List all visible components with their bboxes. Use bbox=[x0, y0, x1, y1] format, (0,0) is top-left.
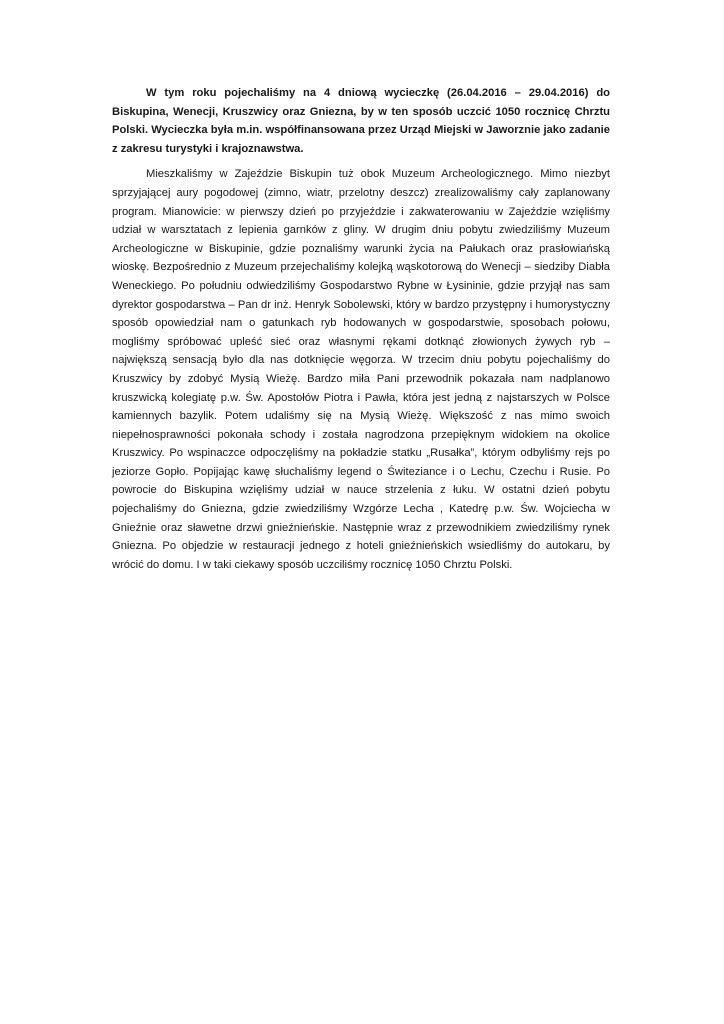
body-paragraph: Mieszkaliśmy w Zajeździe Biskupin tuż obok Muzeum Archeologicznego. Mimo niezbyt sprzyjającej aury pogodowej (zimno, wiatr, przelotny deszcz) zrealizowaliśmy cały zaplanowany program. Mianowicie: w pierwszy dzień po przyjeździe i zakwaterowaniu w Zajeździe wzięliśmy udział w warsztatach z lepienia garnków z gliny. W drugim dniu pobytu zwiedziliśmy Muzeum Archeologiczne w Biskupinie, gdzie poznaliśmy warunki życia na Pałukach oraz prasłowiańską wioskę. Bezpośrednio z Muzeum przejechaliśmy kolejką wąskotorową do Wenecji – siedziby Diabła Weneckiego. Po południu odwiedziliśmy Gospodarstwo Rybne w Łysininie, gdzie przyjął nas sam dyrektor gospodarstwa – Pan dr inż. Henryk Sobolewski, który w bardzo przystępny i humorystyczny sposób opowiedział nam o gatunkach ryb hodowanych w gospodarstwie, sposobach połowu, mogliśmy spróbować upleść sieć oraz własnymi rękami dotknąć złowionych żywych ryb – największą sensacją było dla nas dotknięcie węgorza. W trzecim dniu pobytu pojechaliśmy do Kruszwicy by zdobyć Mysią Wieżę. Bardzo miła Pani przewodnik pokazała nam nadplanowo kruszwicką kolegiatę p.w. Św. Apostołów Piotra i Pawła, która jest jedną z najstarszych w Polsce kamiennych bazylik. Potem udaliśmy się na Mysią Wieżę. Większość z nas mimo swoich niepełnosprawności pokonała schody i została nagrodzona przepięknym widokiem na okolice Kruszwicy. Po wspinaczce odpoczęliśmy na pokładzie statku „Rusałka”, którym odbyliśmy rejs po jeziorze Gopło. Popijając kawę słuchaliśmy legend o Świteziance i o Lechu, Czechu i Rusie. Po powrocie do Biskupina wzięliśmy udział w nauce strzelenia z łuku. W ostatni dzień pobytu pojechaliśmy do Gniezna, gdzie zwiedziliśmy Wzgórze Lecha , Katedrę p.w. Św. Wojciecha w Gnieźnie oraz sławetne drzwi gnieźnieńskie. Następnie wraz z przewodnikiem zwiedziliśmy rynek Gniezna. Po objedzie w restauracji jednego z hoteli gnieźnieńskich wsiedliśmy do autokaru, by wrócić do domu. I w taki ciekawy sposób uczciliśmy rocznicę 1050 Chrztu Polski. bbox=[112, 168, 610, 571]
document-body bbox=[112, 84, 610, 574]
lead-paragraph: W tym roku pojechaliśmy na 4 dniową wycieczkę (26.04.2016 – 29.04.2016) do Biskupina, Wenecji, Kruszwicy oraz Gniezna, by w ten sposób uczcić 1050 rocznicę Chrztu Polski. Wycieczka była m.in. współfinansowana przez Urząd Miejski w Jaworznie jako zadanie z zakresu turystyki i krajoznawstwa. bbox=[112, 87, 610, 155]
